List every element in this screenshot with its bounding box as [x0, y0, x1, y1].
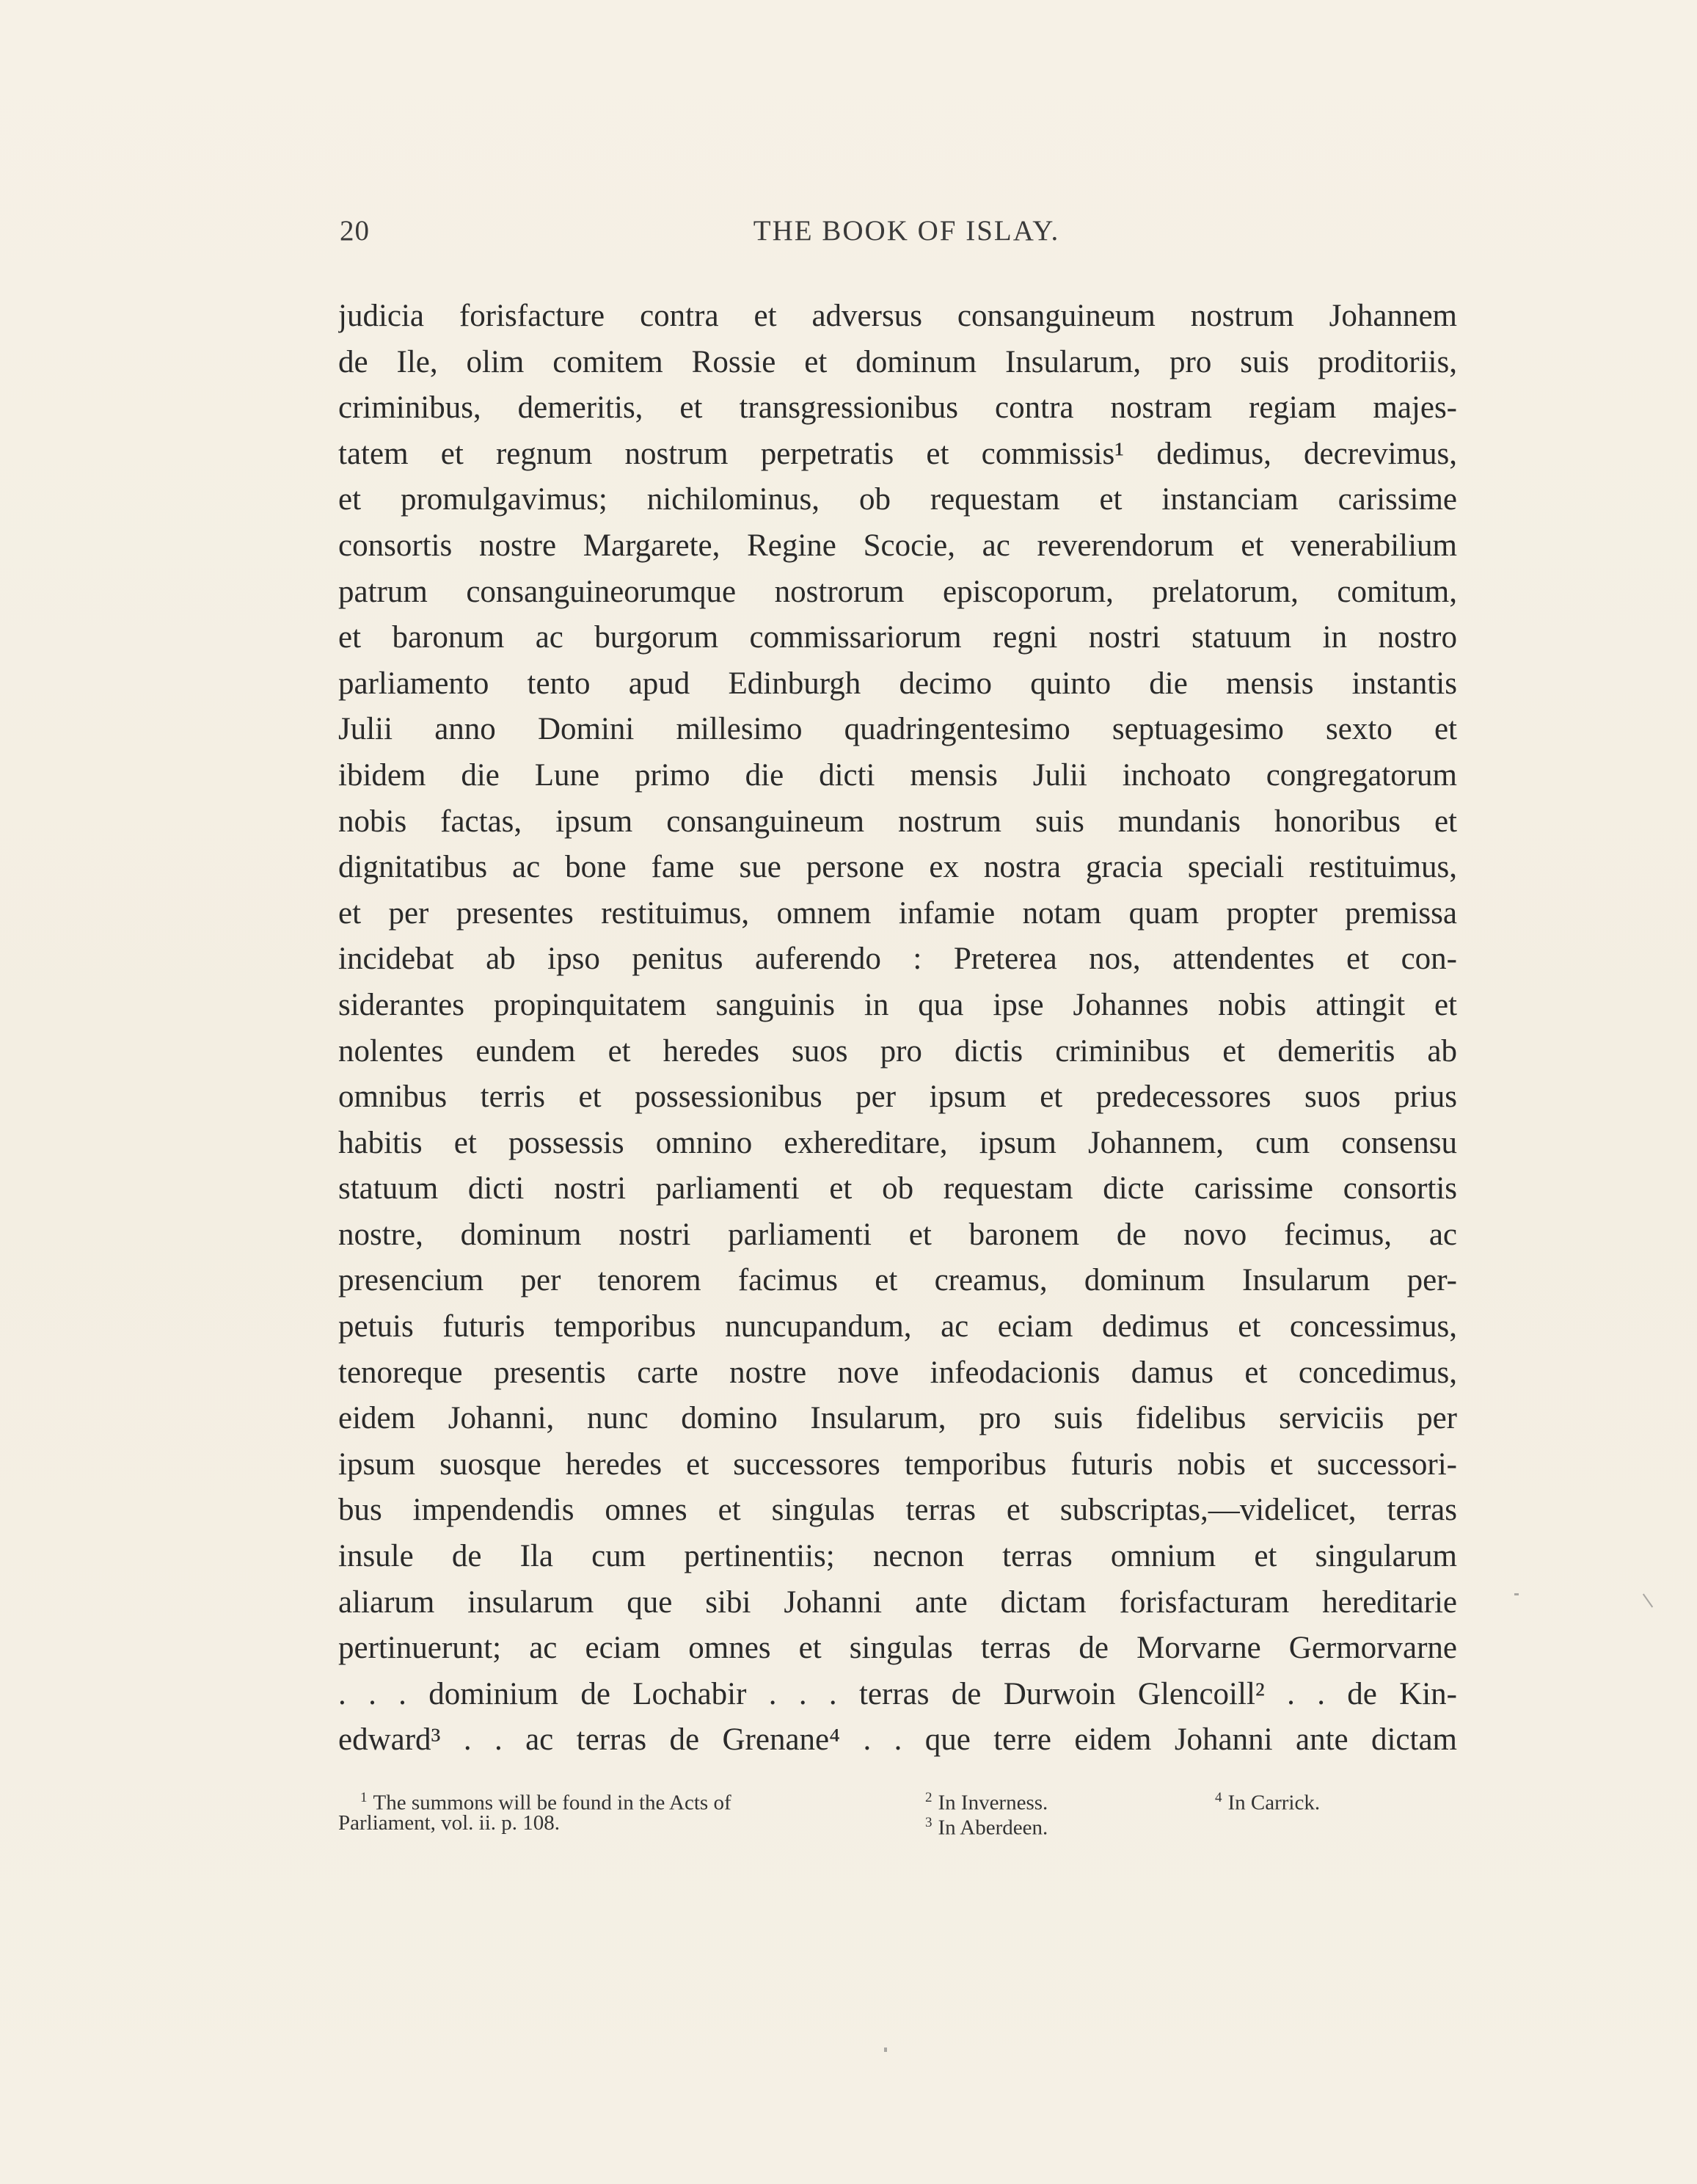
footnote-4	[1215, 1786, 1320, 1816]
text-line: habitis et possessis omnino exhereditare, ipsum Johannem, cum consensu	[338, 1125, 1457, 1160]
text-line: ipsum suosque heredes et successores temporibus futuris nobis et successori-	[338, 1446, 1457, 1482]
text-line: patrum consanguineorumque nostrorum episcoporum, prelatorum, comitum,	[338, 574, 1457, 609]
page-number: 20	[340, 215, 370, 247]
text-line: nostre, dominum nostri parliamenti et baronem de novo fecimus, ac	[338, 1217, 1457, 1252]
text-line: bus impendendis omnes et singulas terras et subscriptas,—videlicet, terras	[338, 1493, 1457, 1528]
text-line: parliamento tento apud Edinburgh decimo quinto die mensis instantis	[338, 666, 1457, 701]
footnote-marker: 2	[925, 1790, 933, 1805]
footnote-1-continued	[338, 1810, 560, 1835]
paper-speck	[1643, 1593, 1653, 1607]
text-line: nobis factas, ipsum consanguineum nostrum suis mundanis honoribus et	[338, 804, 1457, 839]
text-line: incidebat ab ipso penitus auferendo : Preterea nos, attendentes et con-	[338, 942, 1457, 977]
text-line: nolentes eundem et heredes suos pro dictis criminibus et demeritis ab	[338, 1033, 1457, 1069]
footnote-text: In Inverness.	[938, 1791, 1048, 1815]
text-line: ibidem die Lune primo die dicti mensis Julii inchoato congregatorum	[338, 757, 1457, 793]
text-line: pertinuerunt; ac eciam omnes et singulas terras de Morvarne Germorvarne	[338, 1631, 1457, 1666]
footnote-marker: 1	[360, 1790, 368, 1805]
text-line: siderantes propinquitatem sanguinis in qua ipse Johannes nobis attingit et	[338, 987, 1457, 1022]
text-line: et promulgavimus; nichilominus, ob requestam et instanciam carissime	[338, 482, 1457, 517]
footnotes	[338, 1786, 1365, 1852]
footnote-marker: 3	[925, 1815, 933, 1830]
text-line: tatem et regnum nostrum perpetratis et commissis¹ dedimus, decrevimus,	[338, 436, 1457, 471]
text-line: insule de Ila cum pertinentiis; necnon terras omnium et singularum	[338, 1539, 1457, 1574]
footnote-3	[925, 1810, 1048, 1841]
text-line: tenoreque presentis carte nostre nove infeodacionis damus et concedimus,	[338, 1355, 1457, 1390]
footnote-text: In Aberdeen.	[938, 1816, 1048, 1840]
footnote-marker: 4	[1215, 1790, 1222, 1805]
text-line: eidem Johanni, nunc domino Insularum, pro suis fidelibus serviciis per	[338, 1401, 1457, 1436]
paper-speck	[884, 2048, 887, 2052]
text-line: judicia forisfacture contra et adversus consanguineum nostrum Johannem	[338, 299, 1457, 333]
text-line: aliarum insularum que sibi Johanni ante dictam forisfacturam hereditarie	[338, 1584, 1457, 1620]
body-text	[338, 294, 1457, 1763]
text-line: dignitatibus ac bone fame sue persone ex nostra gracia speciali restituimus,	[338, 850, 1457, 885]
text-line: et baronum ac burgorum commissariorum regni nostri statuum in nostro	[338, 620, 1457, 655]
text-line: . . . dominium de Lochabir . . . terras de Durwoin Glencoill² . . de Kin-	[338, 1676, 1457, 1711]
text-line: petuis futuris temporibus nuncupandum, ac eciam dedimus et concessimus,	[338, 1309, 1457, 1344]
running-head	[340, 214, 1473, 251]
text-line: et per presentes restituimus, omnem infamie notam quam propter premissa	[338, 895, 1457, 931]
footnote-text: Parliament, vol. ii. p. 108.	[338, 1811, 561, 1835]
footnote-text: In Carrick.	[1227, 1791, 1321, 1815]
text-line: presencium per tenorem facimus et creamus, dominum Insularum per-	[338, 1263, 1457, 1298]
text-line: omnibus terris et possessionibus per ipsum et predecessores suos prius	[338, 1080, 1457, 1115]
book-title: THE BOOK OF ISLAY.	[753, 215, 1060, 247]
footnote-text: The summons will be found in the Acts of	[373, 1791, 731, 1815]
paper-speck	[1514, 1593, 1519, 1595]
text-line: criminibus, demeritis, et transgressionibus contra nostram regiam majes-	[338, 390, 1457, 426]
text-line: statuum dicti nostri parliamenti et ob requestam dicte carissime consortis	[338, 1171, 1457, 1206]
text-line: de Ile, olim comitem Rossie et dominum Insularum, pro suis proditoriis,	[338, 344, 1457, 379]
text-line: consortis nostre Margarete, Regine Scocie, ac reverendorum et venerabilium	[338, 528, 1457, 563]
text-line: Julii anno Domini millesimo quadringentesimo septuagesimo sexto et	[338, 712, 1457, 747]
text-line: edward³ . . ac terras de Grenane⁴ . . que terre eidem Johanni ante dictam	[338, 1722, 1457, 1758]
